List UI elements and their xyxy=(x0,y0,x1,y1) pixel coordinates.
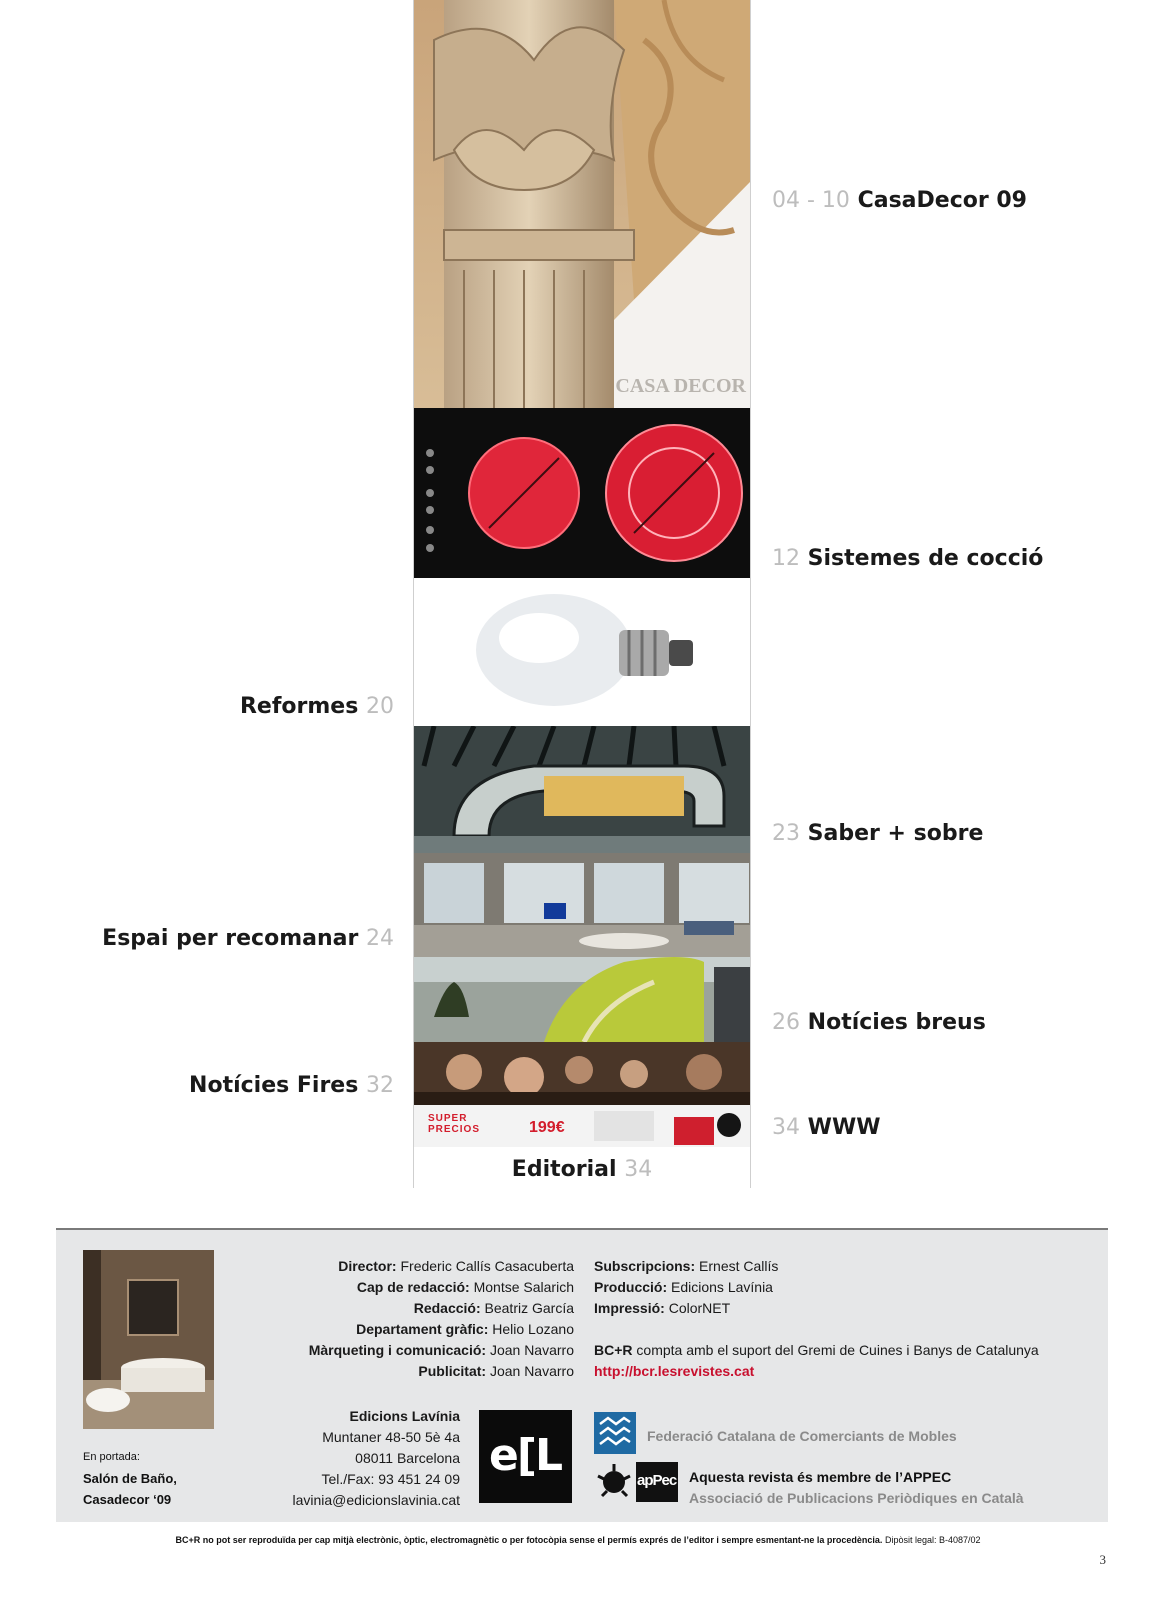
publisher-name: Edicions Lavínia xyxy=(349,1408,460,1424)
toc-casadecor-pages: 04 - 10 xyxy=(772,188,850,213)
toc-noticies-fires-page: 32 xyxy=(366,1073,394,1098)
toc-casadecor[interactable] xyxy=(772,188,1027,213)
toc-editorial-title: Editorial xyxy=(511,1157,617,1182)
cover-label: En portada: xyxy=(83,1451,140,1463)
toc-espai-page: 24 xyxy=(366,926,394,951)
support-line: BC+R compta amb el suport del Gremi de Cuines i Banys de Catalunya xyxy=(594,1342,1039,1358)
appec-splash-icon xyxy=(594,1462,634,1502)
toc-coccio-page: 12 xyxy=(772,546,800,571)
escalator-image xyxy=(414,726,750,853)
toc-editorial[interactable] xyxy=(414,1157,750,1182)
toc-saber[interactable] xyxy=(772,821,983,846)
credit-grafic: Departament gràfic: Helio Lozano xyxy=(356,1321,574,1337)
ad-super-text: SUPER xyxy=(428,1113,468,1124)
legal-text: BC+R no pot ser reproduïda per cap mitjà electrònic, òptic, electromagnètic o per fotocòpia sense el permís exprés de l’editor i sempre esmentant-ne la procedència. xyxy=(175,1535,883,1545)
credit-redaccio: Redacció: Beatriz García xyxy=(413,1300,574,1316)
casa-decor-logo: CASA DECOR xyxy=(615,375,746,397)
toc-noticies-breus-title: Notícies breus xyxy=(807,1010,986,1035)
toc-noticies-breus-page: 26 xyxy=(772,1010,800,1035)
toc-espai[interactable] xyxy=(102,926,394,951)
trade-fair-people-image xyxy=(414,1042,750,1105)
federacio-logo xyxy=(594,1412,636,1454)
credit-produccio: Producció: Edicions Lavínia xyxy=(594,1279,773,1295)
credit-subscripcions: Subscripcions: Ernest Callís xyxy=(594,1258,779,1274)
toc-espai-title: Espai per recomanar xyxy=(102,926,359,951)
toc-noticies-fires-title: Notícies Fires xyxy=(189,1073,359,1098)
page-number: 3 xyxy=(1099,1552,1106,1567)
appec-full-name: Associació de Publicacions Periòdiques en Català xyxy=(689,1490,1024,1506)
toc-casadecor-title: CasaDecor 09 xyxy=(857,188,1027,213)
toc-reformes-page: 20 xyxy=(366,694,394,719)
cover-photo xyxy=(83,1250,214,1429)
toc-noticies-breus[interactable] xyxy=(772,1010,986,1035)
federacio-name: Federació Catalana de Comerciants de Mobles xyxy=(647,1428,957,1444)
credit-marqueting: Màrqueting i comunicació: Joan Navarro xyxy=(308,1342,574,1358)
legal-deposit: Dipòsit legal: B-4087/02 xyxy=(884,1535,981,1545)
appec-logo xyxy=(636,1462,678,1502)
toc-www[interactable] xyxy=(772,1115,880,1140)
toc-www-page: 34 xyxy=(772,1115,800,1140)
publisher-email[interactable]: lavinia@edicionslavinia.cat xyxy=(292,1492,460,1508)
toc-reformes[interactable] xyxy=(240,694,394,719)
toc-saber-page: 23 xyxy=(772,821,800,846)
credit-cap-redaccio: Cap de redacció: Montse Salarich xyxy=(356,1279,574,1295)
credits-right xyxy=(594,1256,1039,1382)
cover-title-line1: Salón de Baño, xyxy=(83,1471,177,1486)
credits-left xyxy=(309,1256,574,1382)
column-capital-image xyxy=(414,0,750,408)
toc-coccio-title: Sistemes de cocció xyxy=(807,546,1044,571)
toc-coccio[interactable] xyxy=(772,546,1043,571)
publisher-address2: 08011 Barcelona xyxy=(355,1450,460,1466)
ceramic-cooktop-image xyxy=(414,408,750,578)
toc-noticies-fires[interactable] xyxy=(189,1073,394,1098)
publisher-block xyxy=(292,1406,460,1511)
publisher-address1: Muntaner 48-50 5è 4a xyxy=(322,1429,460,1445)
credit-publicitat: Publicitat: Joan Navarro xyxy=(418,1363,574,1379)
ad-precios-text: PRECIOS xyxy=(428,1124,481,1135)
credit-impressio: Impressió: ColorNET xyxy=(594,1300,731,1316)
legal-notice xyxy=(0,1535,1156,1545)
appec-member-text: Aquesta revista és membre de l’APPEC xyxy=(689,1469,952,1485)
toc-reformes-title: Reformes xyxy=(239,694,359,719)
toc-www-title: WWW xyxy=(807,1115,881,1140)
image-strip xyxy=(413,0,751,1188)
credit-director: Director: Frederic Callís Casacuberta xyxy=(338,1258,574,1274)
living-room-image xyxy=(414,853,750,957)
furniture-ad-banner xyxy=(414,1105,750,1147)
cover-title-line2: Casadecor ‘09 xyxy=(83,1492,172,1507)
website-link[interactable]: http://bcr.lesrevistes.cat xyxy=(594,1363,755,1379)
toc-editorial-page: 34 xyxy=(624,1157,653,1182)
appec-logo-text: apPec xyxy=(637,1472,677,1489)
landscape-park-image xyxy=(414,957,750,1042)
edicions-lavinia-logo xyxy=(479,1410,572,1503)
toc-saber-title: Saber + sobre xyxy=(807,821,984,846)
ad-price: 199€ xyxy=(529,1119,565,1136)
light-bulb-image xyxy=(414,578,750,726)
publisher-phone: Tel./Fax: 93 451 24 09 xyxy=(321,1471,460,1487)
lavinia-logo-text: e[L xyxy=(489,1430,561,1481)
